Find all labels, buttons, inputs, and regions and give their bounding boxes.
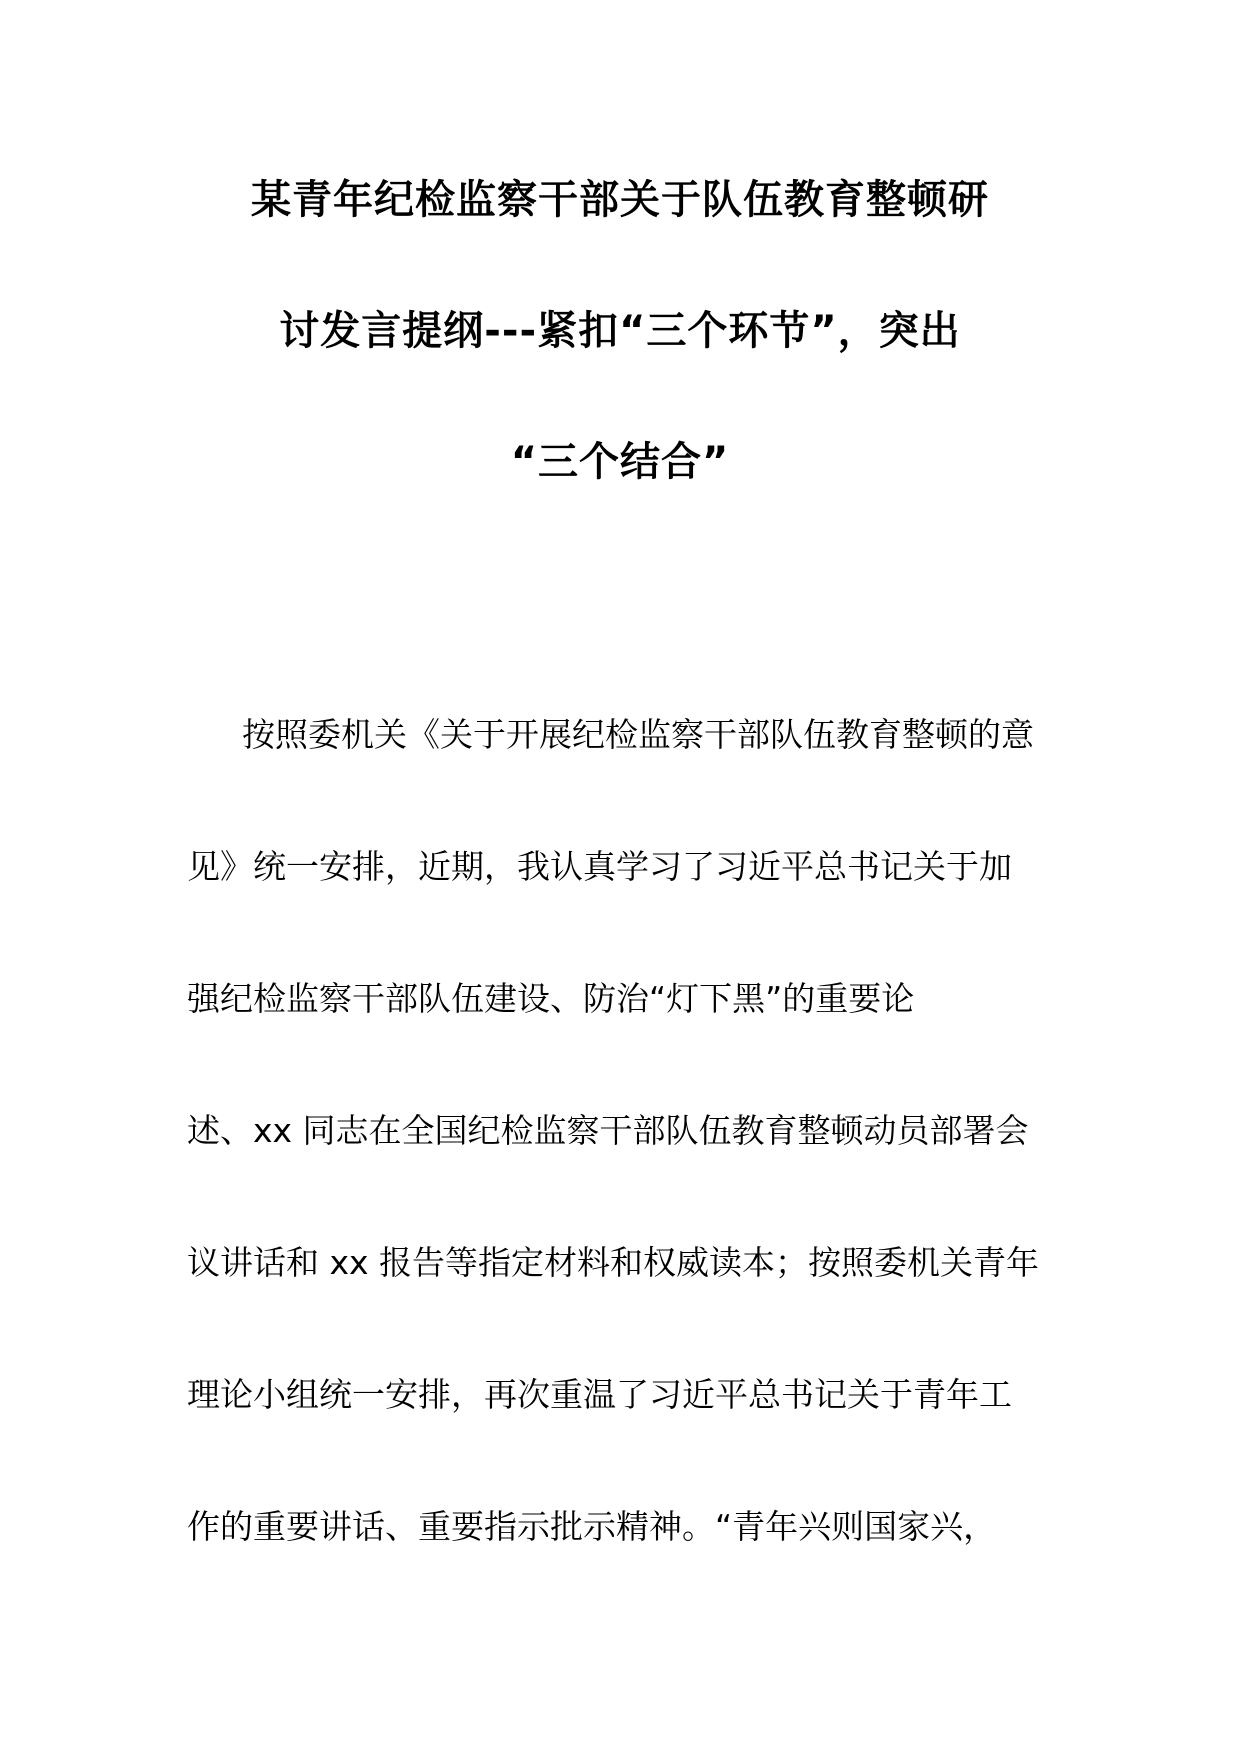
- body-line-3: 强纪检监察干部队伍建设、防治“灯下黑”的重要论: [187, 979, 915, 1018]
- body-line-6: 理论小组统一安排，再次重温了习近平总书记关于青年工: [187, 1375, 1012, 1414]
- title-line-1: 某青年纪检监察干部关于队伍教育整顿研: [251, 177, 989, 223]
- title-line-2: 讨发言提纲---紧扣“三个环节”，突出: [279, 308, 961, 354]
- body-line-2: 见》统一安排，近期，我认真学习了习近平总书记关于加: [187, 847, 1012, 886]
- document-body: [187, 713, 1067, 1637]
- document-title: [180, 175, 1060, 568]
- title-line-3: “三个结合”: [510, 439, 730, 485]
- body-line-7: 作的重要讲话、重要指示批示精神。“青年兴则国家兴，: [187, 1507, 997, 1546]
- body-line-5: 议讲话和 xx 报告等指定材料和权威读本；按照委机关青年: [187, 1243, 1040, 1282]
- body-line-4: 述、xx 同志在全国纪检监察干部队伍教育整顿动员部署会: [187, 1111, 1029, 1150]
- body-line-1: 按照委机关《关于开展纪检监察干部队伍教育整顿的意: [242, 715, 1034, 754]
